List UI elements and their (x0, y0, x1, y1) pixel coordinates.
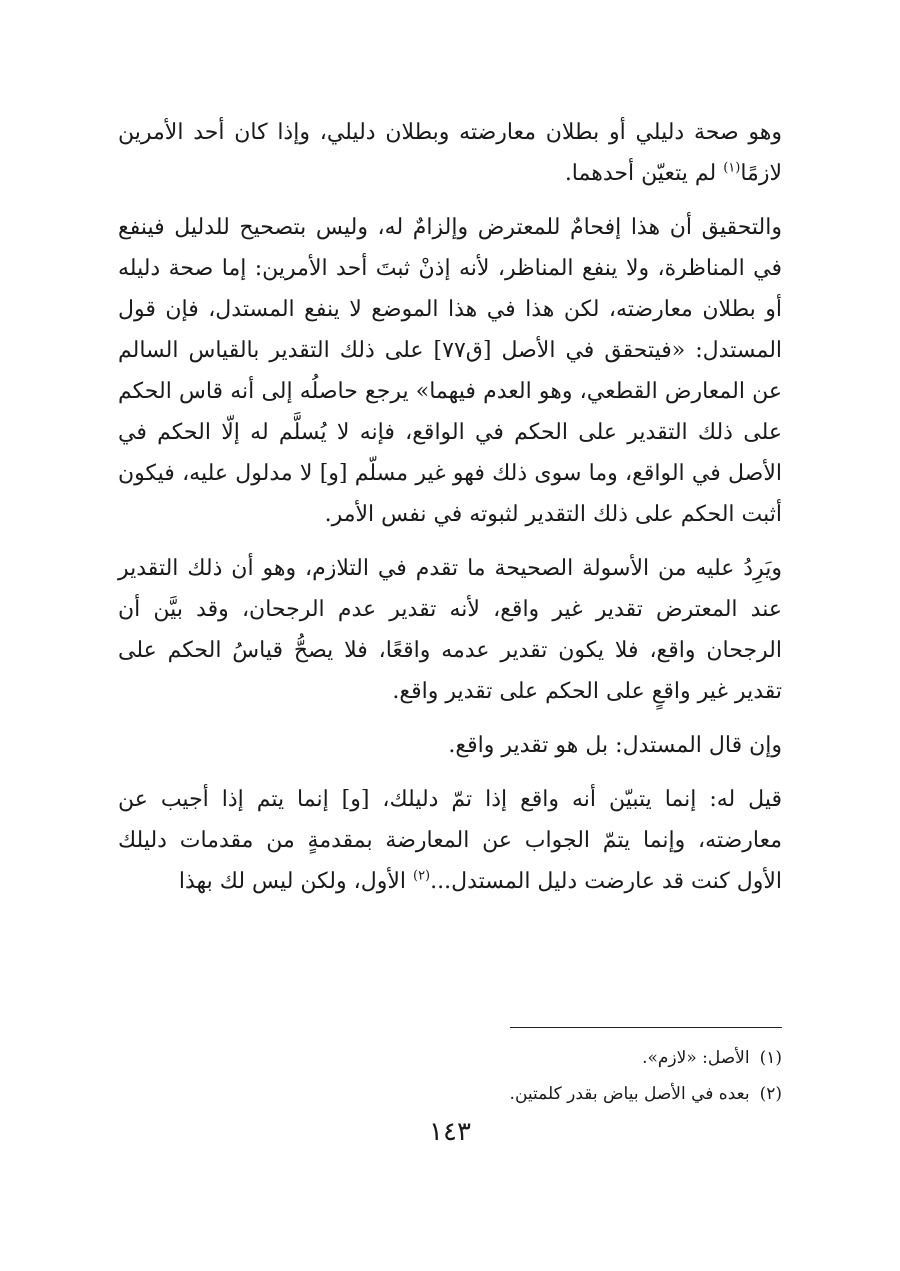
footnote-2-text: بعده في الأصل بياض بقدر كلمتين. (509, 1084, 750, 1104)
paragraph-2: والتحقيق أن هذا إفحامٌ للمعترض وإلزامٌ له، وليس بتصحيح للدليل فينفع في المناظرة، ولا ينفع المناظر، لأنه إذنْ ثبتَ أحد الأمرين: إما صحة دليله أو بطلان معارضته، لكن هذا في هذا الموضع لا ينفع المستدل، فإن قول المستدل: «فيتحقق في الأصل [ق٧٧] على ذلك التقدير بالقياس السالم عن المعارض القطعي، وهو العدم فيهما» يرجع حاصلُه إلى أنه قاس الحكم على ذلك التقدير على الحكم في الواقع، فإنه لا يُسلَّم له إلّا الحكم في الأصل في الواقع، وما سوى ذلك فهو غير مسلّم [و] لا مدلول عليه، فيكون أثبت الحكم على ذلك التقدير لثبوته في نفس الأمر. (118, 215, 783, 527)
main-text (118, 112, 782, 902)
footnote-ref-2: (٢) (412, 868, 431, 884)
page-number: ١٤٣ (429, 1117, 471, 1147)
footnote-ref-1: (١) (723, 160, 741, 176)
paragraph-1-text-start: وهو صحة دليلي أو بطلان معارضته وبطلان دليلي، وإذا كان أحد الأمرين لازمًا (118, 120, 782, 186)
footnotes (118, 1040, 782, 1112)
footnote-divider (510, 1027, 782, 1028)
paragraph-5 (118, 779, 782, 902)
footnote-1-number: (١) (759, 1048, 782, 1068)
footnote-2-number: (٢) (759, 1084, 782, 1104)
paragraph-3: ويَرِدُ عليه من الأسولة الصحيحة ما تقدم في التلازم، وهو أن ذلك التقدير عند المعترض تقدير غير واقع، لأنه تقدير عدم الرجحان، وقد بيَّن أن الرجحان واقع، فلا يكون تقدير عدمه واقعًا، فلا يصحُّ قياسُ الحكم على تقدير غير واقعٍ على الحكم على تقدير واقع. (118, 556, 782, 704)
footnote-2 (118, 1076, 782, 1112)
paragraph-1 (118, 112, 782, 194)
footnote-1-text: الأصل: «لازم». (642, 1048, 750, 1068)
paragraph-5-text-start: قيل له: إنما يتبيّن أنه واقع إذا تمّ دليلك، [و] إنما يتم إذا أجيب عن معارضته، وإنما يتمّ الجواب عن المعارضة بمقدمةٍ من مقدمات دليلك الأول كنت قد عارضت دليل المستدل... (118, 787, 782, 894)
paragraph-5-text-end: الأول، ولكن ليس لك بهذا (178, 869, 413, 894)
paragraph-1-text-end: لم يتعيّن أحدهما. (564, 161, 724, 186)
footnote-1 (118, 1040, 782, 1076)
paragraph-4: وإن قال المستدل: بل هو تقدير واقع. (448, 733, 782, 758)
